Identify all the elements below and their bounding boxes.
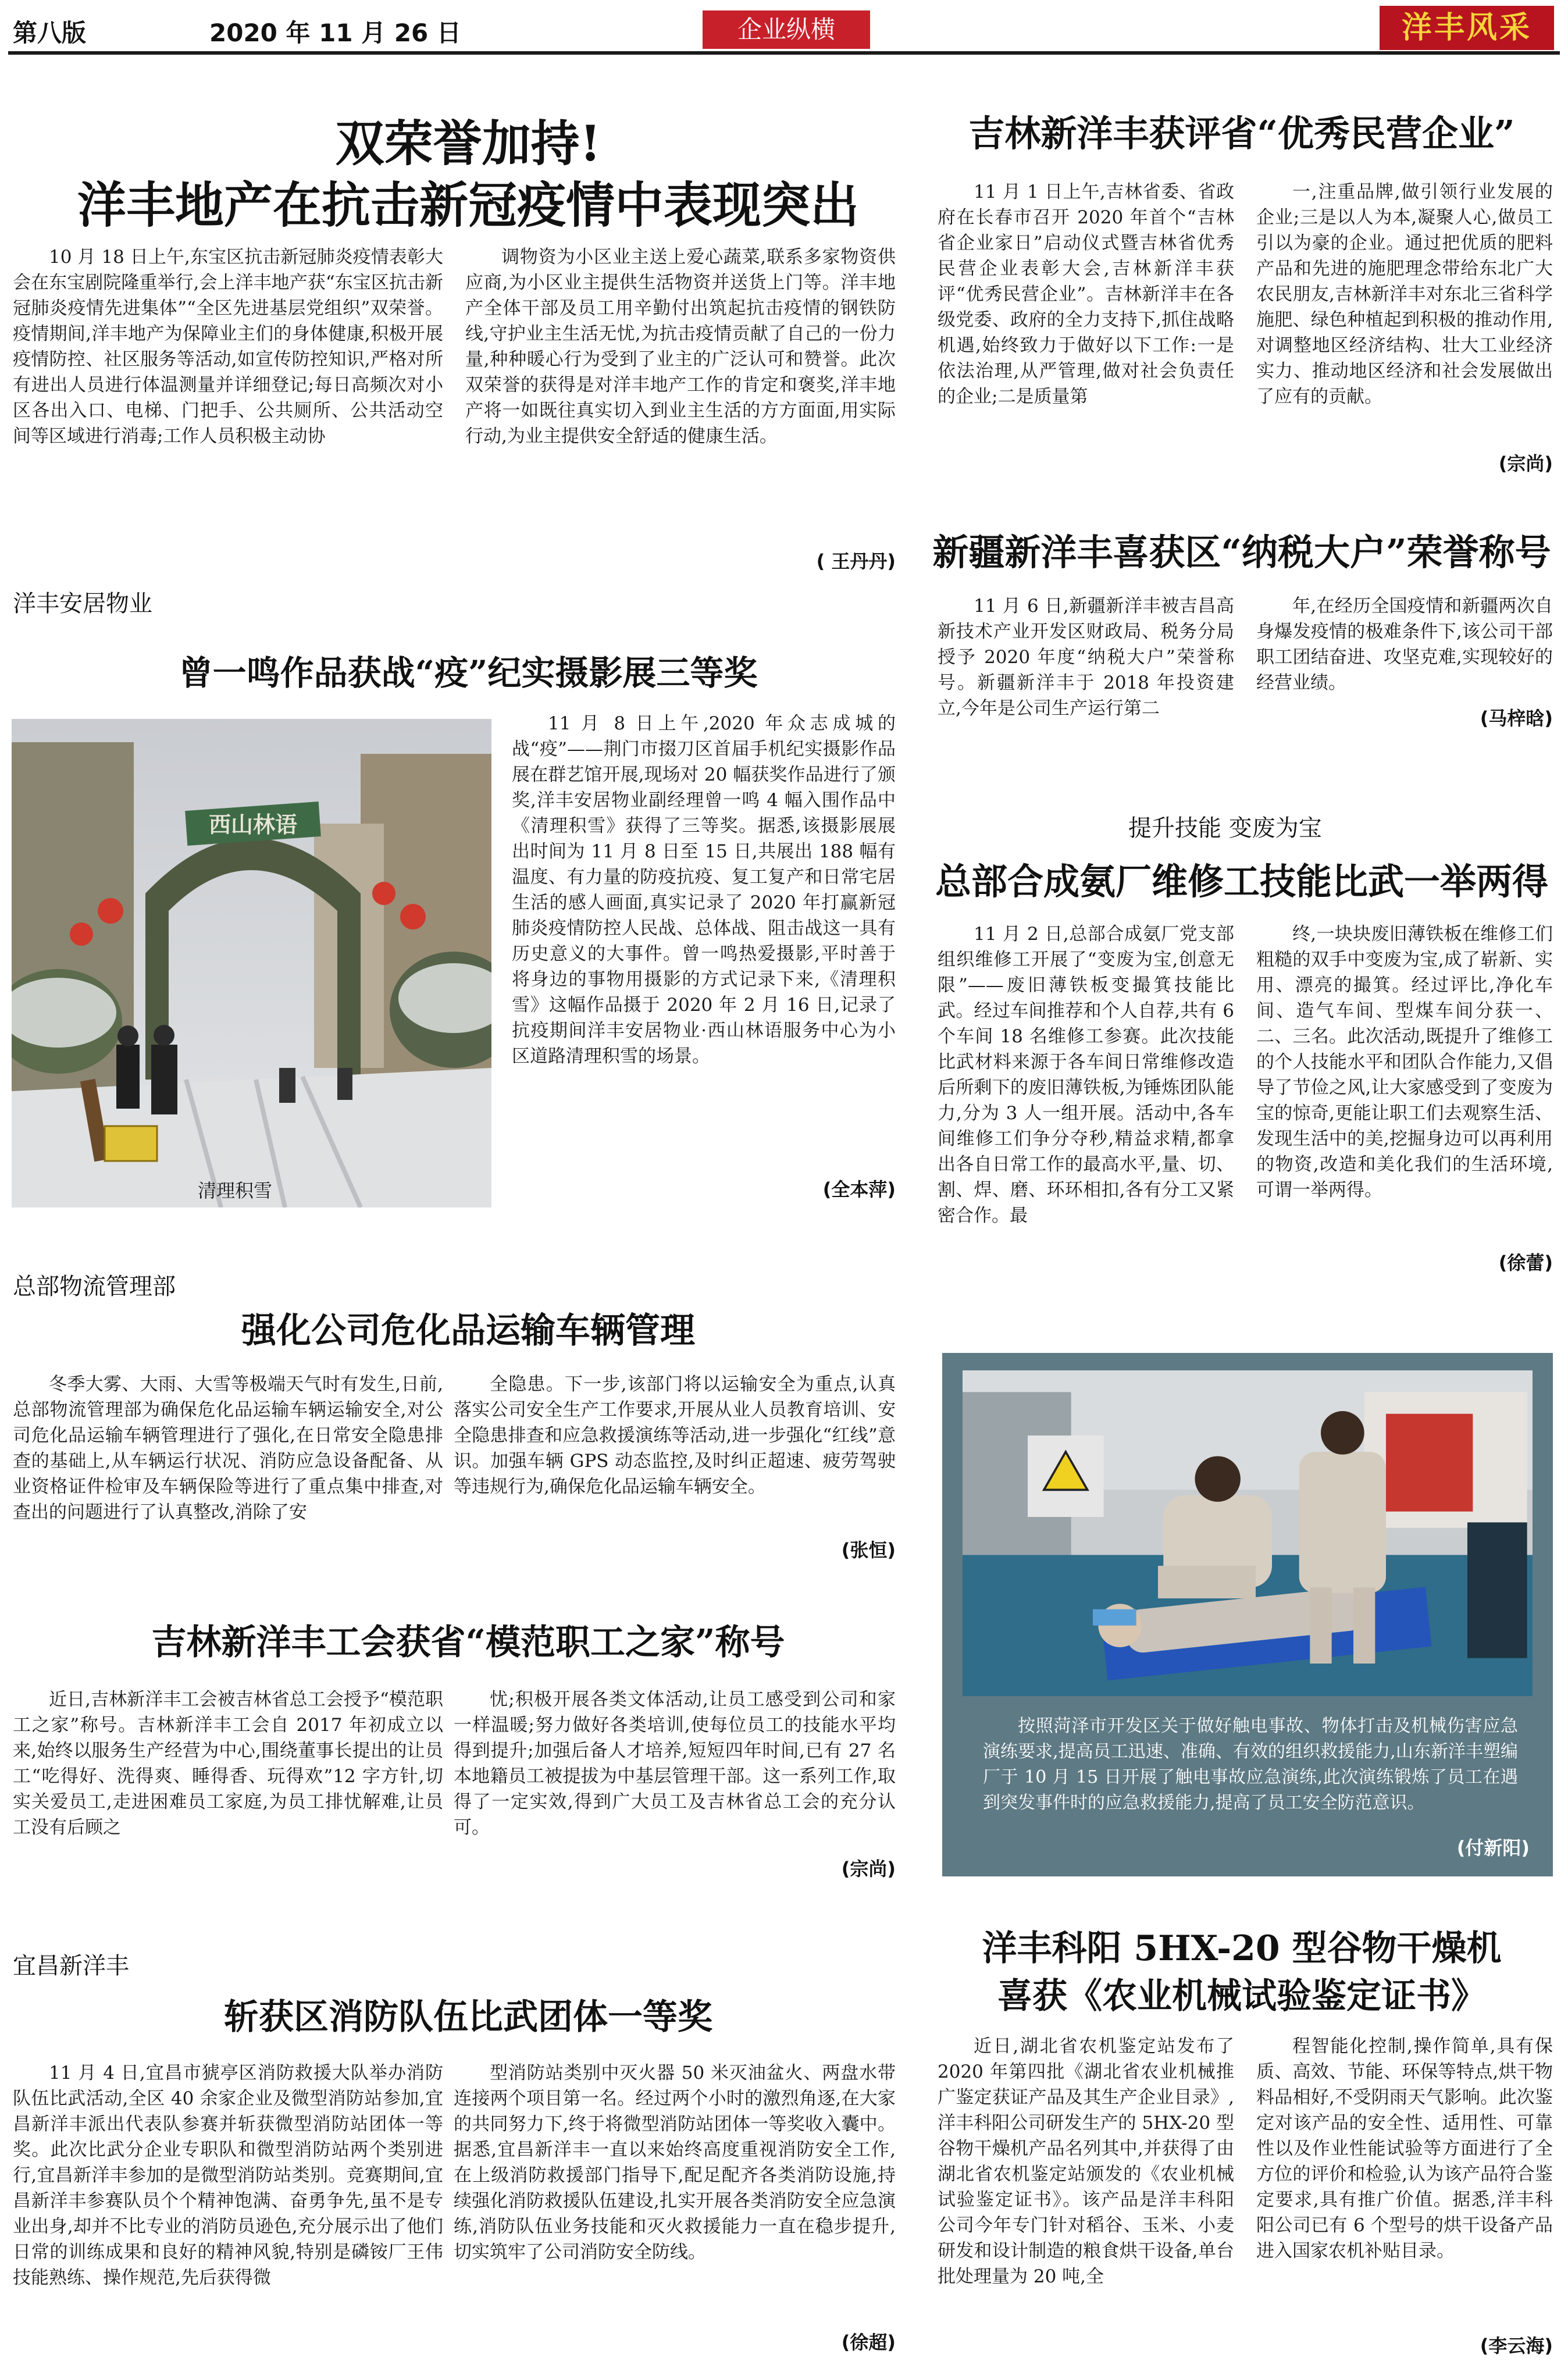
a4-body-col1: 近日,吉林新洋丰工会被吉林省总工会授予“模范职工之家”称号。吉林新洋丰工会自 2017 年初成立以来,始终以服务生产经营为中心,围绕董事长提出的让员工“吃得好、洗得爽、睡得香、玩得欢”12 字方针,切实关爱员工,走进困难员工家庭,为员工排忧解难,让员工没有后顾之 <box>13 1689 443 1838</box>
snow-scene-image <box>12 719 491 1208</box>
a5-body-col2: 型消防站类别中灭火器 50 米灭油盆火、两盘水带连接两个项目第一名。经过两个小时的激烈角逐,在大家的共同努力下,终于将微型消防站团体一等奖收入囊中。据悉,宜昌新洋丰一直以来始终高度重视消防安全工作,在上级消防救援部门指导下,配足配齐各类消防设施,持续强化消防救援队伍建设,扎实开展各类消防安全应急演练,消防队伍业务技能和灭火救援能力一直在稳步提升,切实筑牢了公司消防安全防线。 <box>454 2063 896 2263</box>
b5-body-col2: 程智能化控制,操作简单,具有保质、高效、节能、环保等特点,烘干物料品相好,不受阴雨天气影响。此次鉴定对该产品的安全性、适用性、可靠性以及作业性能试验等方面进行了全方位的评价和检验,认为该产品符合鉴定要求,具有推广价值。据悉,洋丰科阳公司已有 6 个型号的烘干设备产品进入国家农机补贴目录。 <box>1256 2036 1553 2261</box>
drill-photo-box <box>942 1353 1553 1876</box>
b5-title-line1: 洋丰科阳 5HX-20 型谷物干燥机 <box>982 1928 1502 1969</box>
a2-section-label: 洋丰安居物业 <box>13 590 152 617</box>
b4-byline: (付新阳) <box>1456 1837 1530 1859</box>
a4-byline: (宗尚) <box>841 1858 896 1880</box>
b1-byline: (宗尚) <box>1498 453 1553 475</box>
a2-byline: (全本萍) <box>822 1178 896 1201</box>
photo-caption: 清理积雪 <box>198 1180 273 1202</box>
a5-title: 斩获区消防队伍比武团体一等奖 <box>224 1997 712 2038</box>
a1-title-line2: 洋丰地产在抗击新冠疫情中表现突出 <box>77 176 859 234</box>
a1-byline: ( 王丹丹) <box>816 550 896 572</box>
b5-body-col1: 近日,湖北省农机鉴定站发布了 2020 年第四批《湖北省农业机械推广鉴定获证产品及其生产企业目录》,洋丰科阳公司研发生产的 5HX-20 型谷物干燥机产品名列其中,并获得了由湖北省农机鉴定站颁发的《农业机械试验鉴定证书》。该产品是洋丰科阳公司今年专门针对稻谷、玉米、小麦研发和设计制造的粮食烘干设备,单台批处理量为 20 吨,全 <box>938 2036 1234 2287</box>
first-aid-drill-image <box>960 1370 1535 1696</box>
b3-body-col2: 终,一块块废旧薄铁板在维修工们粗糙的双手中变废为宝,成了崭新、实用、漂亮的撮箕。经过评比,净化车间、造气车间、型煤车间分获一、二、三名。此次活动,既提升了维修工的个人技能水平和团队合作能力,又倡导了节俭之风,让大家感受到了变废为宝的惊奇,更能让职工们去观察生活、发现生活中的美,挖掘身边可以再利用的物资,改造和美化我们的生活环境,可谓一举两得。 <box>1256 924 1553 1201</box>
drill-caption: 按照菏泽市开发区关于做好触电事故、物体打击及机械伤害应急演练要求,提高员工迅速、准确、有效的组织救援能力,山东新洋丰塑编厂于 10 月 15 日开展了触电事故应急演练,此次演练锻炼了员工在遇到突发事件时的应急救援能力,提高了员工安全防范意识。 <box>983 1716 1518 1813</box>
a4-title: 吉林新洋丰工会获省“模范职工之家”称号 <box>151 1622 785 1663</box>
b5-byline: (李云海) <box>1480 2335 1553 2357</box>
a5-byline: (徐超) <box>841 2331 896 2353</box>
b3-body-col1: 11 月 2 日,总部合成氨厂党支部组织维修工开展了“变废为宝,创意无限”——废旧薄铁板变撮箕技能比武。经过车间推荐和个人自荐,共有 6 个车间 18 名维修工参赛。此次技能比武材料来源于各车间日常维修改造后所剩下的废旧薄铁板,为锤炼团队能力,分为 3 人一组开展。活动中,各车间维修工们争分夺秒,精益求精,都拿出各自日常工作的最高水平,量、切、割、焊、磨、环环相扣,各有分工又紧密合作。最 <box>938 924 1234 1226</box>
a3-body-col1: 冬季大雾、大雨、大雪等极端天气时有发生,日前,总部物流管理部为确保危化品运输车辆运输安全,对公司危化品运输车辆管理进行了强化,在日常安全隐患排查的基础上,从车辆运行状况、消防应急设备配备、从业资格证件检审及车辆保险等进行了重点集中排查,对查出的问题进行了认真整改,消除了安 <box>13 1374 443 1523</box>
header-rule <box>8 51 1560 55</box>
b3-kicker: 提升技能 变废为宝 <box>1128 815 1322 842</box>
issue-date: 2020 年 11 月 26 日 <box>209 19 461 47</box>
b2-title: 新疆新洋丰喜获区“纳税大户”荣誉称号 <box>932 531 1551 574</box>
b2-body-col2: 年,在经历全国疫情和新疆两次自身爆发疫情的极难条件下,该公司干部职工团结奋进、攻坚克难,实现较好的经营业绩。 <box>1256 596 1553 693</box>
a5-section-label: 宜昌新洋丰 <box>13 1953 129 1979</box>
a3-section-label: 总部物流管理部 <box>13 1273 176 1300</box>
brand-logo: 洋丰风采 <box>1380 6 1554 50</box>
page-number: 第八版 <box>13 19 87 47</box>
a2-title: 曾一鸣作品获战“疫”纪实摄影展三等奖 <box>179 653 758 693</box>
b5-title-line2: 喜获《农业机械试验鉴定证书》 <box>997 1976 1486 2017</box>
svg-text:西山林语: 西山林语 <box>208 812 298 838</box>
a1-body-col1: 10 月 18 日上午,东宝区抗击新冠肺炎疫情表彰大会在东宝剧院隆重举行,会上洋丰地产获“东宝区抗击新冠肺炎疫情先进集体”“全区先进基层党组织”双荣誉。疫情期间,洋丰地产为保障业主们的身体健康,积极开展疫情防控、社区服务等活动,如宣传防控知识,严格对所有进出人员进行体温测量并详细登记;每日高频次对小区各出入口、电梯、门把手、公共厕所、公共活动空间等区域进行消毒;工作人员积极主动协 <box>13 247 443 447</box>
b1-body-col2: 一,注重品牌,做引领行业发展的企业;三是以人为本,凝聚人心,做员工引以为豪的企业。通过把优质的肥料产品和先进的施肥理念带给东北广大农民朋友,吉林新洋丰对东北三省科学施肥、绿色种植起到积极的推动作用,对调整地区经济结构、壮大工业经济实力、推动地区经济和社会发展做出了应有的贡献。 <box>1256 181 1553 407</box>
snow-clearing-photo <box>12 719 491 1208</box>
a1-title-line1: 双荣誉加持! <box>335 115 601 172</box>
b1-title: 吉林新洋丰获评省“优秀民营企业” <box>968 112 1515 155</box>
a3-body-col2: 全隐患。下一步,该部门将以运输安全为重点,认真落实公司安全生产工作要求,开展从业人员教育培训、安全隐患排查和应急救援演练等活动,进一步强化“红线”意识。加强车辆 GPS 动态监控,及时纠正超速、疲劳驾驶等违规行为,确保危化品运输车辆安全。 <box>454 1374 896 1497</box>
b2-body-col1: 11 月 6 日,新疆新洋丰被吉昌高新技术产业开发区财政局、税务分局授予 2020 年度“纳税大户”荣誉称号。新疆新洋丰于 2018 年投资建立,今年是公司生产运行第二 <box>938 596 1234 719</box>
b1-body-col1: 11 月 1 日上午,吉林省委、省政府在长春市召开 2020 年首个“吉林省企业家日”启动仪式暨吉林省优秀民营企业表彰大会,吉林新洋丰获评“优秀民营企业”。吉林新洋丰在各级党委、政府的全力支持下,抓住战略机遇,始终致力于做好以下工作:一是依法治理,从严管理,做对社会负责任的企业;二是质量第 <box>938 181 1234 407</box>
a4-body-col2: 忧;积极开展各类文体活动,让员工感受到公司和家一样温暖;努力做好各类培训,使每位员工的技能水平均得到提升;加强后备人才培养,短短四年时间,已有 27 名本地籍员工被提拔为中基层管理干部。这一系列工作,取得了一定实效,得到广大员工及吉林省总工会的充分认可。 <box>454 1689 896 1838</box>
a5-body-col1: 11 月 4 日,宜昌市猇亭区消防救援大队举办消防队伍比武活动,全区 40 余家企业及微型消防站参加,宜昌新洋丰派出代表队参赛并斩获微型消防站团体一等奖。此次比武分企业专职队和微型消防站两个类别进行,宜昌新洋丰参加的是微型消防站类别。竞赛期间,宜昌新洋丰参赛队员个个精神饱满、奋勇争先,虽不是专业出身,却并不比专业的消防员逊色,充分展示出了他们日常的训练成果和良好的精神风貌,特别是磷铵厂王伟技能熟练、操作规范,先后获得微 <box>13 2063 443 2288</box>
a3-byline: (张恒) <box>841 1539 896 1561</box>
b2-byline: (马梓晗) <box>1480 707 1553 729</box>
b3-byline: (徐蕾) <box>1498 1252 1553 1274</box>
b3-title: 总部合成氨厂维修工技能比武一举两得 <box>935 860 1548 903</box>
a2-body: 11 月 8 日上午,2020 年众志成城的战“疫”——荆门市掇刀区首届手机纪实摄影作品展在群艺馆开展,现场对 20 幅获奖作品进行了颁奖,洋丰安居物业副经理曾一鸣 4 幅入围作品中《清理积雪》获得了三等奖。据悉,该摄影展展出时间为 11 月 8 日至 15 日,共展出 188 幅有温度、有力量的防疫抗疫、复工复产和日常宅居生活的感人画面,真实记录了 2020 年打赢新冠肺炎疫情防控人民战、总体战、阻击战这一具有历史意义的大事件。曾一鸣热爱摄影,平时善于将身边的事物用摄影的方式记录下来,《清理积雪》这幅作品摄于 2020 年 2 月 16 日,记录了抗疫期间洋丰安居物业·西山林语服务中心为小区道路清理积雪的场景。 <box>512 713 896 1067</box>
a1-body-col2: 调物资为小区业主送上爱心蔬菜,联系多家物资供应商,为小区业主提供生活物资并送货上门等。洋丰地产全体干部及员工用辛勤付出筑起抗击疫情的钢铁防线,守护业主生活无忧,为抗击疫情贡献了自己的一份力量,种种暖心行为受到了业主的广泛认可和赞誉。此次双荣誉的获得是对洋丰地产工作的肯定和褒奖,洋丰地产将一如既往真实切入到业主生活的方方面面,用实际行动,为业主提供安全舒适的健康生活。 <box>465 247 896 447</box>
a3-title: 强化公司危化品运输车辆管理 <box>241 1310 695 1351</box>
section-tab: 企业纵横 <box>703 10 870 49</box>
